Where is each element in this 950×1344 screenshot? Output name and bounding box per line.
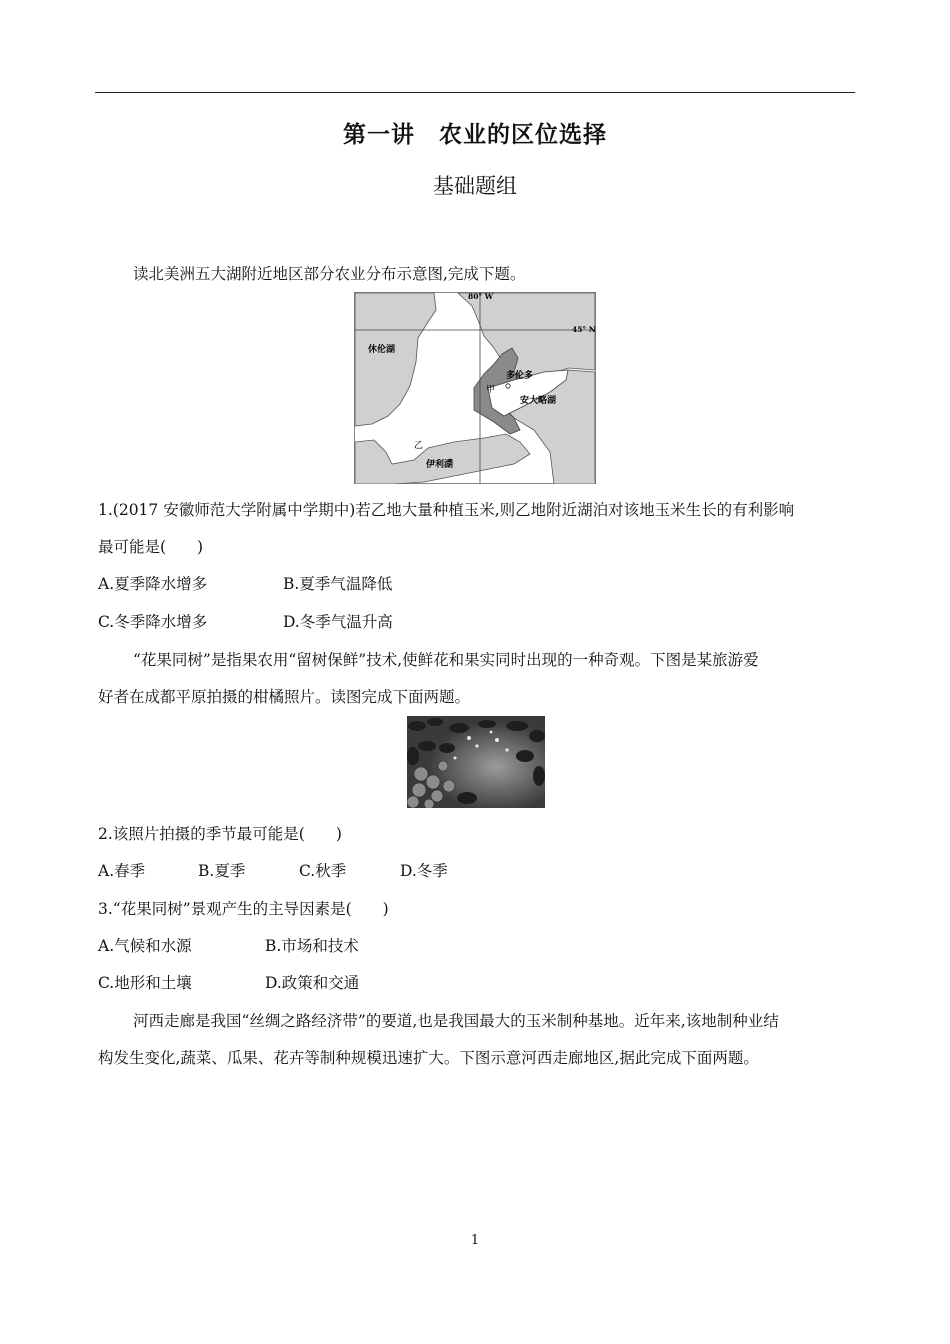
toronto-marker: [506, 384, 510, 388]
intro-text-2-line2: 好者在成都平原拍摄的柑橘照片。读图完成下面两题。: [98, 688, 471, 706]
q1-option-d: D.冬季气温升高: [283, 613, 393, 631]
page-number: 1: [470, 1233, 480, 1248]
intro-text-2-line1: “花果同树”是指果农用“留树保鲜”技术,使鲜花和果实同时出现的一种奇观。下图是某旅游爱: [133, 651, 759, 669]
header-rule: [95, 92, 855, 93]
intro-text-1: 读北美洲五大湖附近地区部分农业分布示意图,完成下题。: [133, 265, 526, 283]
q2-option-d: D.冬季: [400, 862, 448, 880]
citrus-photo: [407, 716, 545, 808]
q2-option-a: A.春季: [98, 862, 146, 880]
q2-option-c: C.秋季: [299, 862, 347, 880]
label-yi: 乙: [414, 441, 424, 451]
label-toronto: 多伦多: [506, 371, 534, 381]
q3-option-c: C.地形和土壤: [98, 974, 192, 992]
q1-option-a: A.夏季降水增多: [98, 575, 208, 593]
label-erie: 伊利湖: [426, 460, 454, 470]
q3-stem: 3.“花果同树”景观产生的主导因素是( ): [98, 900, 389, 918]
label-jia: 甲: [486, 385, 496, 395]
q1-stem-line1: 1.(2017 安徽师范大学附属中学期中)若乙地大量种植玉米,则乙地附近湖泊对该地玉米生长的有利影响: [98, 501, 795, 519]
q2-stem: 2.该照片拍摄的季节最可能是( ): [98, 825, 342, 843]
label-45n: 45° N: [572, 325, 596, 334]
label-huron: 休伦湖: [368, 345, 396, 355]
q1-option-b: B.夏季气温降低: [283, 575, 393, 593]
section-subtitle: 基础题组: [433, 174, 517, 198]
page-title: 第一讲 农业的区位选择: [343, 122, 607, 148]
intro-text-3-line1: 河西走廊是我国“丝绸之路经济带”的要道,也是我国最大的玉米制种基地。近年来,该地制种业结: [133, 1012, 779, 1030]
q3-option-d: D.政策和交通: [265, 974, 360, 992]
q2-option-b: B.夏季: [198, 862, 246, 880]
intro-text-3-line2: 构发生变化,蔬菜、瓜果、花卉等制种规模迅速扩大。下图示意河西走廊地区,据此完成下面两题。: [98, 1049, 759, 1067]
label-ontario: 安大略湖: [520, 396, 557, 406]
great-lakes-map: [354, 292, 596, 484]
label-80w: 80° W: [468, 292, 494, 301]
q1-option-c: C.冬季降水增多: [98, 613, 208, 631]
q3-option-b: B.市场和技术: [265, 937, 359, 955]
q3-option-a: A.气候和水源: [98, 937, 192, 955]
q1-stem-line2: 最可能是( ): [98, 538, 204, 556]
